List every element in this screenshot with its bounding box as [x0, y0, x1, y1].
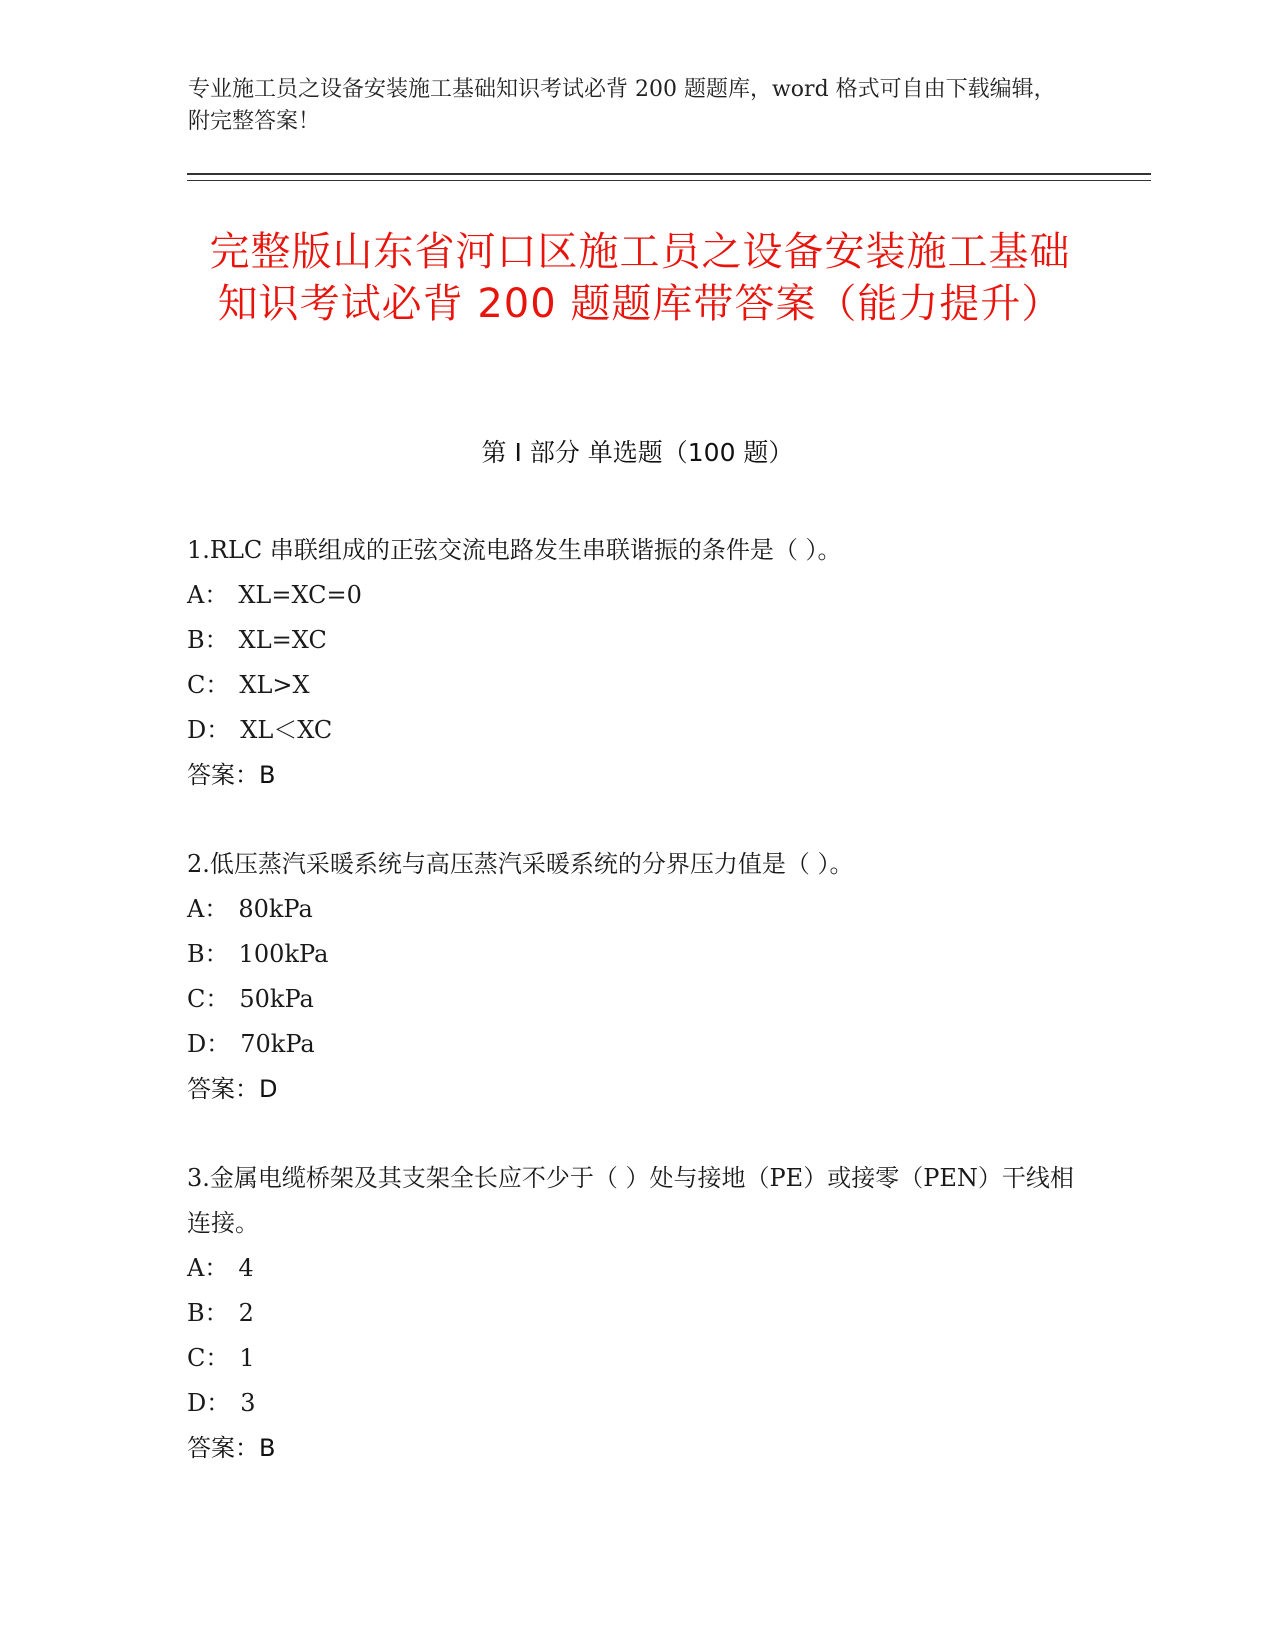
option-letter: B： — [187, 626, 229, 654]
question-2 — [187, 842, 1087, 1112]
question-3 — [187, 1156, 1087, 1471]
option-text: XL＜XC — [240, 716, 333, 744]
option-letter: A： — [187, 895, 229, 923]
header-divider-thin — [187, 180, 1151, 181]
option-letter: A： — [187, 581, 229, 609]
question-stem: 1.RLC 串联组成的正弦交流电路发生串联谐振的条件是（ ）。 — [187, 536, 842, 564]
option-text: 70kPa — [240, 1030, 315, 1058]
option-text: 2 — [238, 1299, 254, 1327]
option-a — [187, 887, 1087, 932]
answer-label: 答案：D — [187, 1075, 278, 1103]
option-text: 3 — [240, 1389, 256, 1417]
option-text: XL=XC=0 — [238, 581, 362, 609]
option-letter: B： — [187, 940, 229, 968]
question-stem: 2.低压蒸汽采暖系统与高压蒸汽采暖系统的分界压力值是（ ）。 — [187, 850, 854, 878]
option-d — [187, 708, 1087, 753]
option-letter: D： — [187, 1389, 231, 1417]
document-title: 完整版山东省河口区施工员之设备安装施工基础知识考试必背 200 题题库带答案（能力提升） — [209, 229, 1071, 327]
answer-label: 答案：B — [187, 1434, 276, 1462]
option-letter: D： — [187, 1030, 231, 1058]
option-a — [187, 1246, 1087, 1291]
option-b — [187, 1291, 1087, 1336]
option-b — [187, 618, 1087, 663]
header-divider-thick — [187, 173, 1151, 175]
question-list — [187, 528, 1087, 1515]
option-text: XL=XC — [238, 626, 327, 654]
option-text: 80kPa — [238, 895, 313, 923]
option-letter: C： — [187, 1344, 230, 1372]
option-letter: B： — [187, 1299, 229, 1327]
option-letter: D： — [187, 716, 231, 744]
header-note: 专业施工员之设备安装施工基础知识考试必背 200 题题库，word 格式可自由下载编辑，附完整答案！ — [188, 77, 1056, 134]
option-c — [187, 1336, 1087, 1381]
option-letter: A： — [187, 1254, 229, 1282]
option-a — [187, 573, 1087, 618]
option-letter: C： — [187, 985, 230, 1013]
answer-label: 答案：B — [187, 761, 276, 789]
question-stem: 3.金属电缆桥架及其支架全长应不少于（ ）处与接地（PE）或接零（PEN）干线相连接。 — [187, 1164, 1074, 1237]
option-text: XL>X — [239, 671, 310, 699]
option-d — [187, 1022, 1087, 1067]
option-text: 4 — [238, 1254, 254, 1282]
option-c — [187, 977, 1087, 1022]
option-d — [187, 1381, 1087, 1426]
option-letter: C： — [187, 671, 230, 699]
question-1 — [187, 528, 1087, 798]
option-text: 50kPa — [239, 985, 314, 1013]
option-text: 1 — [239, 1344, 255, 1372]
option-b — [187, 932, 1087, 977]
option-c — [187, 663, 1087, 708]
section-title: 第 I 部分 单选题（100 题） — [481, 438, 794, 467]
option-text: 100kPa — [238, 940, 329, 968]
